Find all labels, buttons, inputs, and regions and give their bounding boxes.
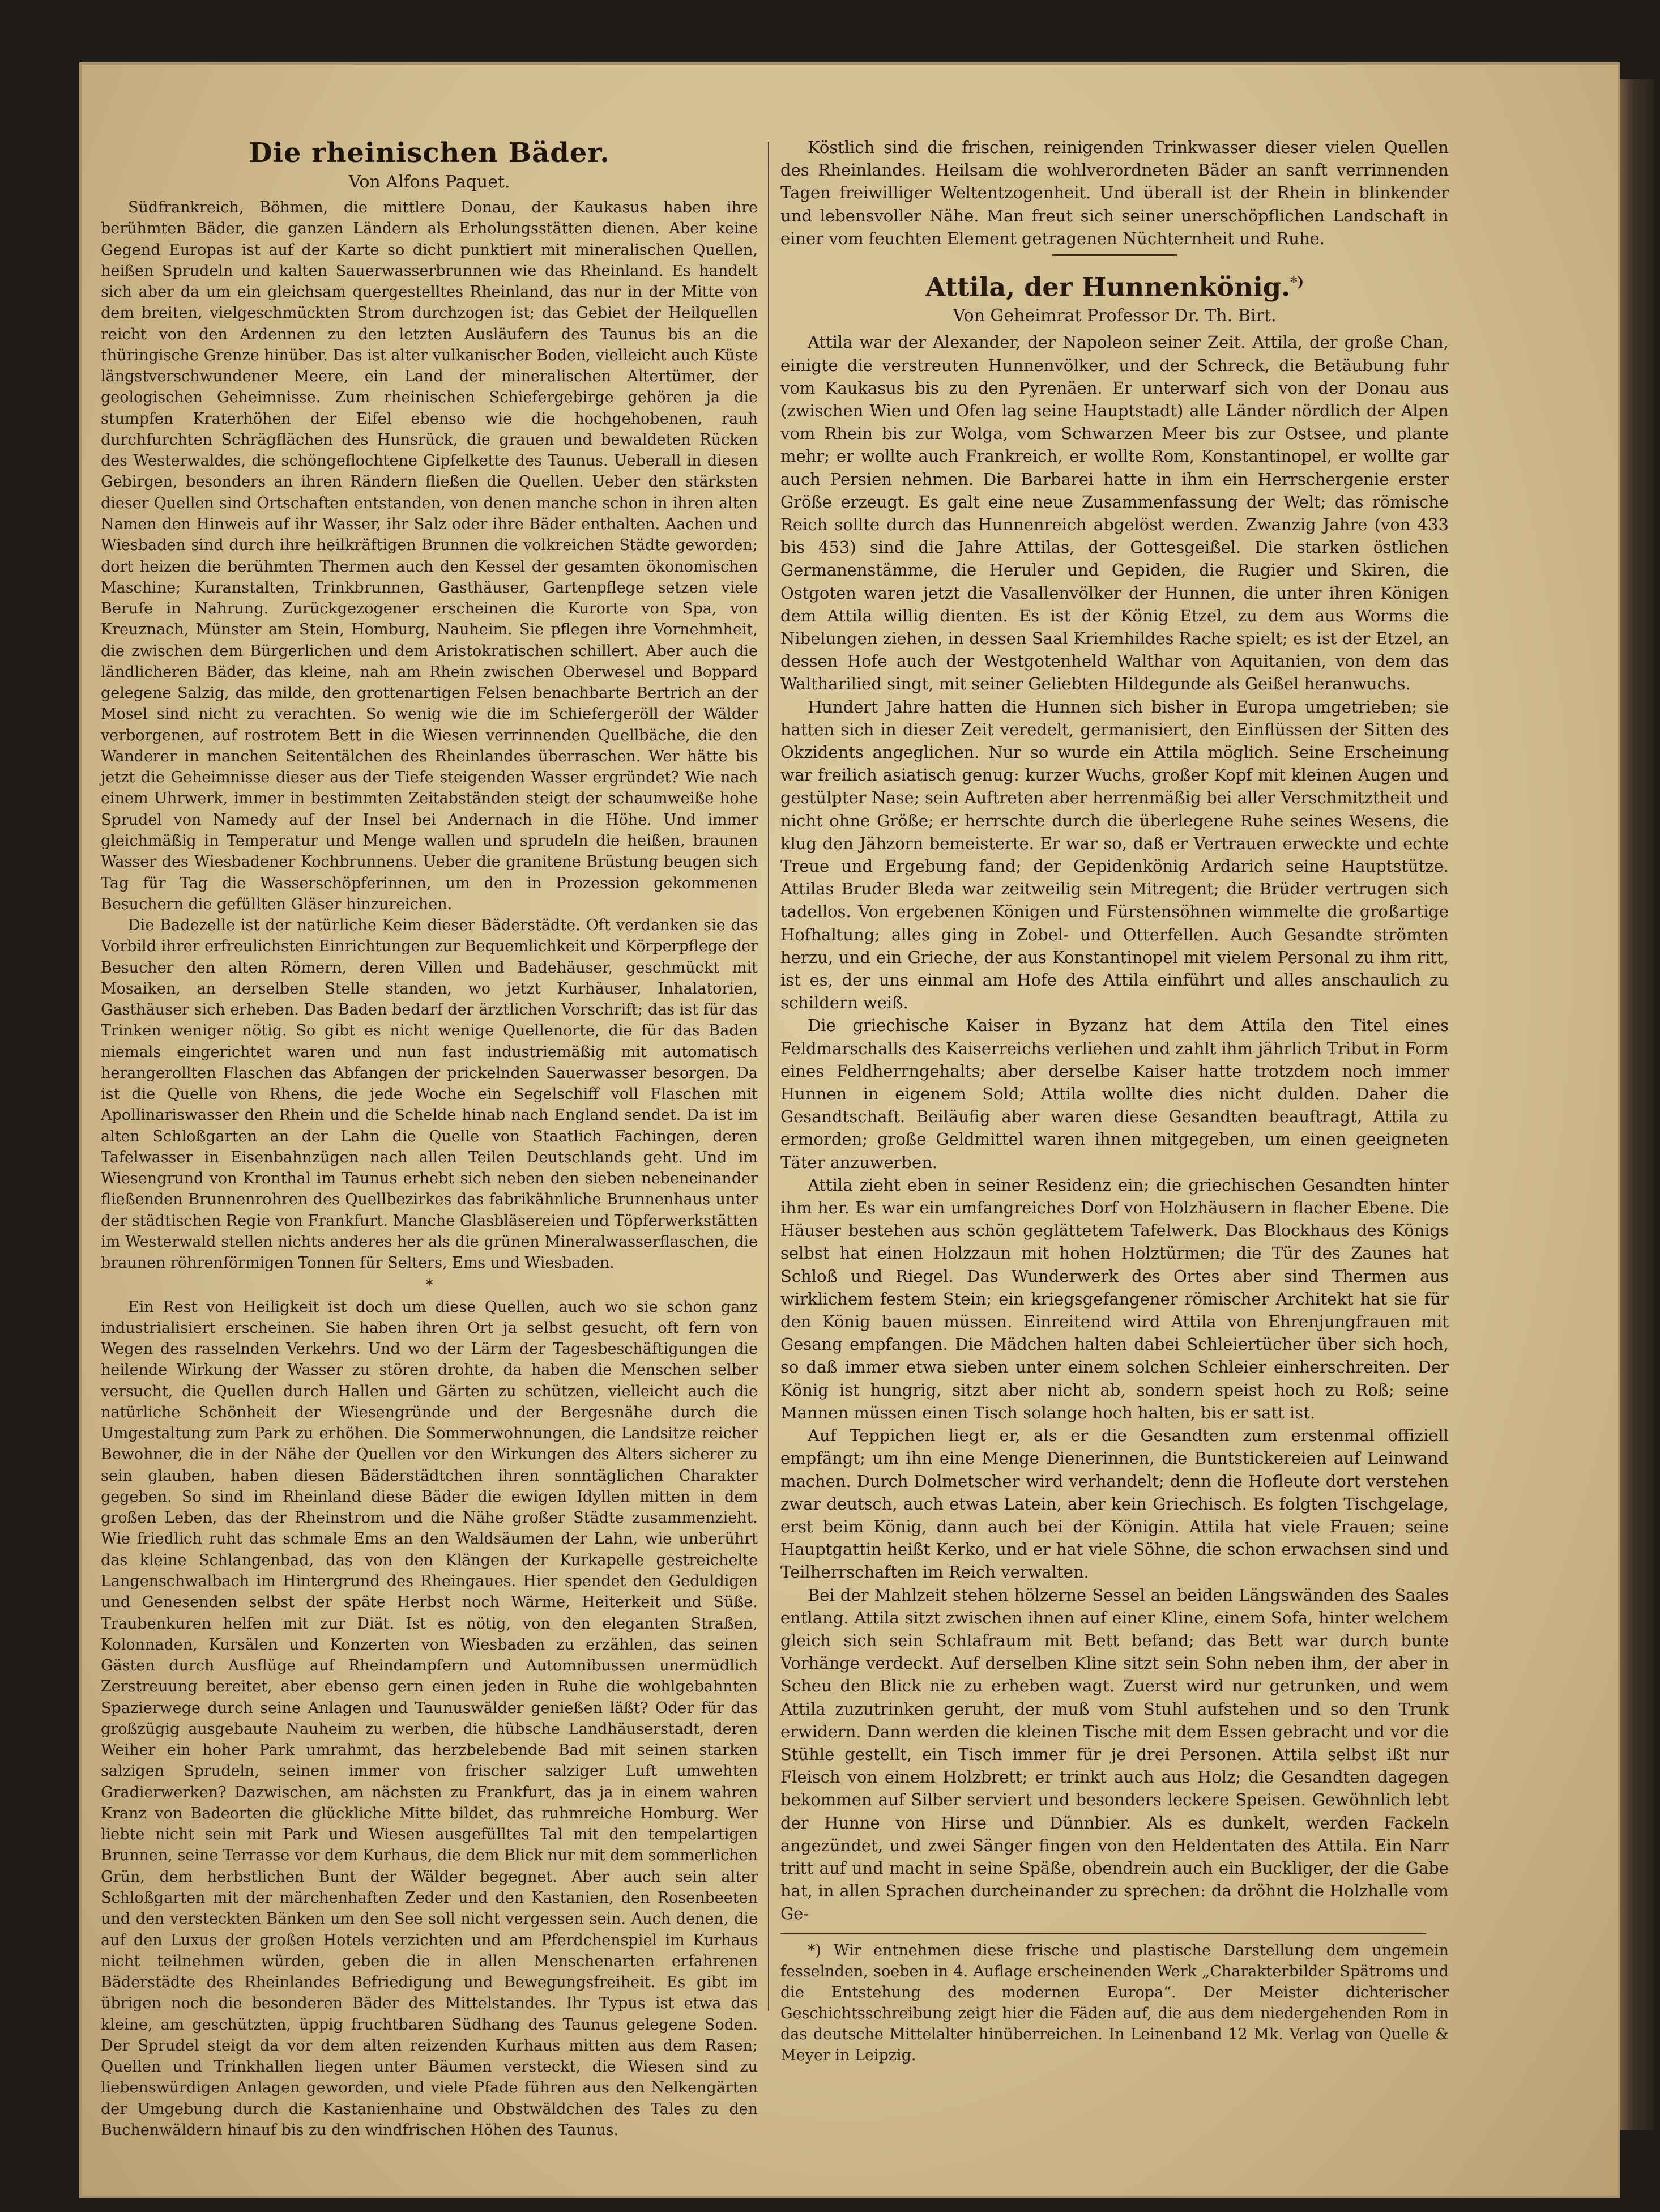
article-title: Die rheinischen Bäder. <box>249 137 610 169</box>
paragraph: Attila zieht eben in seiner Residenz ein; die griechischen Gesandten hinter ihm her. Es war ein umfangreiches Dorf von Holzhäusern in flacher Ebene. Die Häuser bestehen aus schön geglättetem Tafelwerk. Das Blockhaus des Königs selbst hat einen Holzzaun mit hohen Holztürmen; die Tür des Zaunes hat Schloß und Riegel. Das Wunderwerk des Ortes aber sind Thermen aus wirklichem festem Stein; ein kriegsgefangener römischer Architekt hat sie für den König bauen müssen. Einreitend wird Attila von Ehrenjungfrauen mit Gesang empfangen. Die Mädchen halten dabei Schleiertücher über sich hoch, so daß immer etwa sieben unter einem solchen Schleier einherschreiten. Der König ist hungrig, sitzt aber nicht ab, sondern speist hoch zu Roß; seine Mannen müssen einen Tisch solange hoch halten, bis er satt ist. <box>780 1175 1449 1422</box>
paragraph: Die griechische Kaiser in Byzanz hat dem Attila den Titel eines Feldmarschalls des Kaiserreichs verliehen und zahlt ihm jährlich Tribut in Form eines Feldherrngehalts; aber derselbe Kaiser hatte trotzdem noch immer Hunnen in eigenem Sold; Attila wollte dies nicht dulden. Daher die Gesandtschaft. Beiläufig aber waren diese Gesandten beauftragt, Attila zu ermorden; große Geldmittel waren ihnen mitgegeben, um einen geeigneten Täter anzuwerben. <box>780 1016 1449 1172</box>
paragraph: Bei der Mahlzeit stehen hölzerne Sessel an beiden Längswänden des Saales entlang. Attila sitzt zwischen ihnen auf einer Kline, einem Sofa, hinter welchem gleich sich sein Schlafraum mit Bett befand; das Bett war durch bunte Vorhänge verdeckt. Auf derselben Kline sitzt sein Sohn neben ihm, der aber in Scheu den Blick nie zu erheben wagt. Zuerst wird nur getrunken, und wem Attila zuzutrinken geruht, der muß vom Stuhl aufstehen und so den Trunk erwidern. Dann werden die kleinen Tische mit dem Essen gebracht und vor die Stühle gestellt, ein Tisch immer für je drei Personen. Attila selbst ißt nur Fleisch von einem Holzbrett; er trinkt auch aus Holz; die Gesandten dagegen bekommen auf Silber serviert und besonders leckere Speisen. Gewöhnlich lebt der Hunne von Hirse und Dünnbier. Als es dunkelt, werden Fackeln angezündet, und zwei Sänger fingen von den Heldentaten des Attila. Ein Narr tritt auf und macht in seine Späße, obendrein auch ein Buckliger, der die Gabe hat, in allen Sprachen durcheinander zu sprechen: da dröhnt die Holzhalle vom Ge- <box>780 1585 1449 1924</box>
section-separator: * <box>425 1276 433 1294</box>
paragraph: Auf Teppichen liegt er, als er die Gesandten zum erstenmal offiziell empfängt; um ihn eine Menge Dienerinnen, die Buntstickereien auf Leinwand machen. Durch Dolmetscher wird verhandelt; denn die Hofleute dort verstehen zwar deutsch, auch etwas Latein, aber kein Griechisch. Es folgten Tischgelage, erst beim König, dann auch bei der Königin. Attila hat viele Frauen; seine Hauptgattin heißt Kerko, und er hat viele Söhne, die schon erwachsen sind und Teilherrschaften im Reich verwalten. <box>780 1426 1449 1582</box>
column-rule <box>768 142 769 2011</box>
paragraph: Attila war der Alexander, der Napoleon seiner Zeit. Attila, der große Chan, einigte die verstreuten Hunnenvölker, und der Schreck, die Betäubung fuhr vom Kaukasus bis zu den Pyrenäen. Er unterwarf sich von der Donau aus (zwischen Wien und Ofen lag seine Hauptstadt) alle Länder nördlich der Alpen vom Rhein bis zur Wolga, vom Schwarzen Meer bis zur Ostsee, und plante mehr; er wollte auch Frankreich, er wollte Rom, Konstantinopel, er wollte gar auch Persien nehmen. Die Barbarei hatte in ihm ein Herrschergenie erster Größe erzeugt. Es galt eine neue Zusammenfassung der Welt; das römische Reich sollte durch das Hunnenreich abgelöst werden. Zwanzig Jahre (von 433 bis 453) sind die Jahre Attilas, der Gottesgeißel. Die starken östlichen Germanenstämme, die Heruler und Gepiden, die Rugier und Skiren, die Ostgoten waren jetzt die Vasallenvölker der Hunnen, die unter ihren Königen dem Attila willig dienten. Es ist der König Etzel, zu dem aus Worms die Nibelungen ziehen, in dessen Saal Kriemhildes Rache spielt; es ist der Etzel, an dessen Hofe auch der Westgotenheld Walthar von Aquitanien, von dem das Waltharilied singt, mit seiner Geliebten Hildegunde als Geißel heranwuchs. <box>780 333 1449 694</box>
paragraph: Hundert Jahre hatten die Hunnen sich bisher in Europa umgetrieben; sie hatten sich in dieser Zeit veredelt, germanisiert, den Einflüssen der Sitten des Okzidents angeglichen. Nur so wurde ein Attila möglich. Seine Erscheinung war freilich asiatisch genug: kurzer Wuchs, großer Kopf mit kleinen Augen und gestülpter Nase; sein Auftreten aber herrenmäßig bei aller Verschmitztheit und nicht ohne Größe; er herrschte durch die überlegene Ruhe seines Wesens, die klug den Jähzorn bemeisterte. Er war so, daß er Vertrauen erweckte und echte Treue und Ergebung fand; der Gepidenkönig Ardarich seine Hauptstütze. Attilas Bruder Bleda war zeitweilig sein Mitregent; die Brüder vertrugen sich tadellos. Von ergebenen Königen und Fürstensöhnen wimmelte die großartige Hofhaltung; alles ging in Zobel- und Otterfellen. Auch Gesandte strömten herzu, und ein Grieche, der aus Konstantinopel mit vielem Personal zu ihm ritt, ist es, der uns einmal am Hofe des Attila einführt und alles anschaulich zu schildern weiß. <box>780 697 1449 1013</box>
article-byline: Von Geheimrat Professor Dr. Th. Birt. <box>953 306 1277 326</box>
book-spine <box>1620 79 1654 2130</box>
left-column <box>101 136 758 2141</box>
article-divider <box>1052 254 1177 256</box>
title-text: Attila, der Hunnenkönig. <box>925 271 1291 302</box>
article-byline: Von Alfons Paquet. <box>348 172 510 192</box>
paragraph: Ein Rest von Heiligkeit ist doch um diese Quellen, auch wo sie schon ganz industrialisiert erscheinen. Sie haben ihren Ort ja selbst gesucht, oft fern von Wegen des rasselnden Verkehrs. Und wo der Lärm der Tagesbeschäftigungen die heilende Wirkung der Wasser zu stören drohte, da haben die Menschen selber versucht, die Quellen durch Hallen und Gärten zu schützen, vielleicht auch die natürliche Schönheit der Wiesengründe und der Bergesnähe durch die Umgestaltung zum Park zu erhöhen. Die Sommerwohnungen, die Landsitze reicher Bewohner, die in der Nähe der Quellen vor den Wirkungen des Alters sicherer zu sein glauben, haben diesen Bäderstädtchen ihren sonntäglichen Charakter gegeben. So sind im Rheinland diese Bäder die ewigen Idyllen mitten in dem großen Leben, das der Rheinstrom und die Nähe großer Städte zusammenzieht. Wie friedlich ruht das schmale Ems an den Waldsäumen der Lahn, wie unberührt das kleine Schlangenbad, das von den Klängen der Kurkapelle gestreichelte Langenschwalbach im Hintergrund des Rheingaues. Hier spendet den Geduldigen und Genesenden selbst der späte Herbst noch Wärme, Heiterkeit und Süße. Traubenkuren helfen mit zur Diät. Ist es nötig, von den eleganten Straßen, Kolonnaden, Kursälen und Konzerten von Wiesbaden zu erzählen, das seinen Gästen durch Ausflüge auf Rheindampfern und Automnibussen unermüdlich Zerstreuung bereitet, aber ebenso gern einen jeden in Ruhe die wohlgebahnten Spazierwege durch seine Anlagen und Taunuswälder genießen läßt? Oder für das großzügig ausgebaute Nauheim zu werben, die hübsche Landhäuserstadt, deren Weiher ein hoher Park umrahmt, das herzbelebende Bad mit seinen starken salzigen Sprudeln, seinen immer von frischer salziger Luft umwehten Gradierwerken? Dazwischen, am nächsten zu Frankfurt, das ja in einem wahren Kranz von Badeorten die glückliche Mitte bildet, das ruhmreiche Homburg. Wer liebte nicht sein mit Park und Wiesen ausgefülltes Tal mit den tempelartigen Brunnen, seine Terrasse vor dem Kurhaus, die dem Blick nur mit dem sommerlichen Grün, dem herbstlichen Bunt der Wälder begegnet. Aber auch sein alter Schloßgarten mit der märchenhaften Zeder und den Kastanien, den Rosenbeeten und den versteckten Bänken um den See soll nicht vergessen sein. Auch denen, die auf den Luxus der großen Hotels verzichten und am Pferdchenspiel im Kurhaus nicht teilnehmen würden, geben die in allen Menschenarten erfahrenen Bäderstädte des Rheinlandes Befriedigung und Bewegungsfreiheit. Es gibt im übrigen noch die besonderen Bäder des Mittelstandes. Ihr Typus ist etwa das kleine, am geschützten, üppig fruchtbaren Südhang des Taunus gelegene Soden. Der Sprudel steigt da vor dem alten reizenden Kurhaus mitten aus dem Rasen; Quellen und Trinkhallen liegen unter Bäumen versteckt, die Wiesen sind zu liebenswürdigen Anlagen geworden, und viele Pfade führen aus den Nelkengärten der Umgebung durch die Kastanienhaine und Obstwäldchen des Tales zu den Buchenwäldern hinauf bis zu den windfrischen Höhen des Taunus. <box>101 1298 758 2139</box>
paragraph: Köstlich sind die frischen, reinigenden Trinkwasser dieser vielen Quellen des Rheinlandes. Heilsam die wohlverordneten Bäder an sanft verrinnenden Tagen freiwilliger Weltentzogenheit. Und überall ist der Rhein in blinkender und lebensvoller Nähe. Man freut sich seiner unerschöpflichen Landschaft in einer vom feuchten Element getragenen Nüchternheit und Ruhe. <box>780 138 1449 248</box>
footnote-mark: *) <box>1290 274 1304 291</box>
footnote: *) Wir entnehmen diese frische und plastische Darstellung dem ungemein fesselnden, soeben in 4. Auflage erscheinenden Werk „Charakterbilder Spätroms und die Entstehung des modernen Europa“. Der Meister dichterischer Geschichtsschreibung zeigt hier die Fäden auf, die aus dem niedergehenden Rom in das deutsche Mittelalter hinüberreichen. In Leinenband 12 Mk. Verlag von Quelle & Meyer in Leipzig. <box>780 1941 1449 2064</box>
article-title <box>780 265 1449 304</box>
footnote-rule <box>780 1933 1426 1934</box>
paragraph: Die Badezelle ist der natürliche Keim dieser Bäderstädte. Oft verdanken sie das Vorbild ihrer erfreulichsten Einrichtungen zur Bequemlichkeit und Körperpflege der Besucher den alten Römern, deren Villen und Badehäuser, geschmückt mit Mosaiken, an derselben Stelle standen, wo jetzt Kurhäuser, Inhalatorien, Gasthäuser sich erheben. Das Baden bedarf der ärztlichen Vorschrift; das ist für das Trinken weniger nötig. So gibt es nicht wenige Quellenorte, die für das Baden niemals eingerichtet waren und nun fast industriemäßig mit automatisch herangerollten Flaschen das Abfangen der prickelnden Sauerwasser besorgen. Da ist die Quelle von Rhens, die jede Woche ein Segelschiff voll Flaschen mit Apollinariswasser den Rhein und die Schelde hinab nach England sendet. Da ist im alten Schloßgarten an der Lahn die Quelle von Staatlich Fachingen, deren Tafelwasser in Eisenbahnzügen nach allen Teilen Deutschlands geht. Und im Wiesengrund von Kronthal im Taunus erhebt sich neben den sieben nebeneinander fließenden Brunnenrohren des Quellbezirkes das fabrikähnliche Brunnenhaus unter der städtischen Regie von Frankfurt. Manche Glasbläsereien und Töpferwerkstätten im Westerwald stellen nichts anderes her als die grünen Mineralwasserflaschen, die braunen röhrenförmigen Tonnen für Selters, Ems und Wiesbaden. <box>101 917 758 1272</box>
right-column <box>780 136 1449 2066</box>
paragraph: Südfrankreich, Böhmen, die mittlere Donau, der Kaukasus haben ihre berühmten Bäder, die ganzen Ländern als Erholungsstätten dienen. Aber keine Gegend Europas ist auf der Karte so dicht punktiert mit mineralischen Quellen, heißen Sprudeln und kalten Sauerwasserbrunnen wie das Rheinland. Es handelt sich aber da um ein gleichsam quergestelltes Rheinland, das nur in der Mitte von dem breiten, vielgeschmückten Strom durchzogen ist; das Gebiet der Heilquellen reicht von den Ardennen zu den letzten Ausläufern des Taunus bis an die thüringische Grenze hinüber. Das ist alter vulkanischer Boden, vielleicht auch Küste längstverschwundener Meere, ein Land der mineralischen Altertümer, der geologischen Geheimnisse. Zum rheinischen Schiefergebirge gehören ja die stumpfen Kraterhöhen der Eifel ebenso wie die hochgehobenen, rauh durchfurchten Schrägflächen des Hunsrück, die grauen und bewaldeten Rücken des Westerwaldes, die schöngeflochtene Gipfelkette des Taunus. Ueberall in diesen Gebirgen, besonders an ihren Rändern fließen die Quellen. Ueber den stärksten dieser Quellen sind Ortschaften entstanden, von denen manche schon in ihren alten Namen den Hinweis auf ihr Wasser, ihr Salz oder ihre Bäder enthalten. Aachen und Wiesbaden sind durch ihre heilkräftigen Brunnen die volkreichen Städte geworden; dort heizen die berühmten Thermen auch den Kessel der gesamten ökonomischen Maschine; Kuranstalten, Trinkbrunnen, Gasthäuser, Gartenpflege setzen viele Berufe in Nahrung. Zurückgezogener erscheinen die Kurorte von Spa, von Kreuznach, Münster am Stein, Homburg, Nauheim. Sie pflegen ihre Vornehmheit, die zwischen dem Bürgerlichen und dem Aristokratischen schillert. Aber auch die ländlicheren Bäder, das kleine, nah am Rhein zwischen Oberwesel und Boppard gelegene Salzig, das milde, den grottenartigen Felsen benachbarte Bertrich an der Mosel sind nicht zu verachten. So wenig wie die im Schiefergeröll der Wälder verborgenen, auf rostrotem Bett in die Wiesen verrinnenden Quellbäche, die den Wanderer in manchen Seitentälchen des Rheinlandes überraschen. Wer hätte bis jetzt die Geheimnisse dieser aus der Tiefe steigenden Wasser ergründet? Wie nach einem Uhrwerk, immer in bestimmten Zeitabständen steigt der schaumweiße hohe Sprudel von Namedy auf der Insel bei Andernach in die Höhe. Und immer gleichmäßig in Temperatur und Menge wallen und sprudeln die heißen, braunen Wasser des Wiesbadener Kochbrunnens. Ueber die granitene Brüstung beugen sich Tag für Tag die Wasserschöpferinnen, um den in Prozession gekommenen Besuchern die gefüllten Gläser hinzureichen. <box>101 199 758 913</box>
